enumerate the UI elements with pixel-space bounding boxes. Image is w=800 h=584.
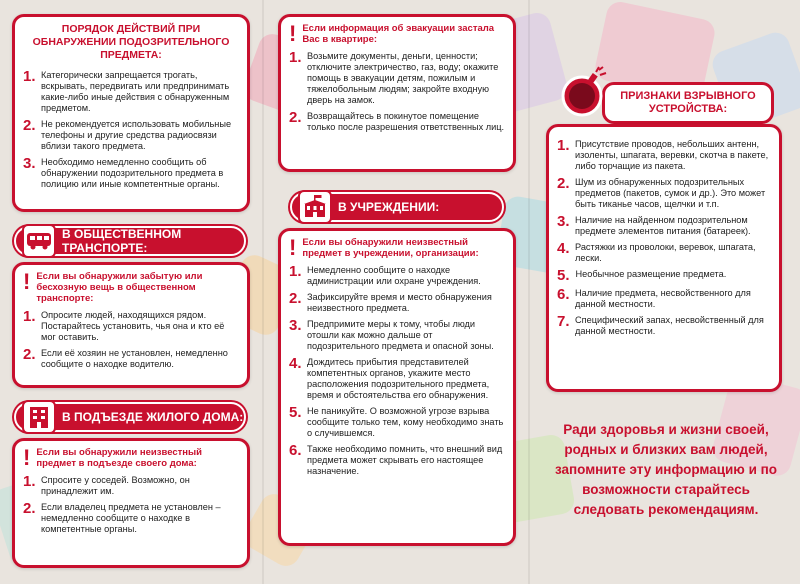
transport-warning: ! Если вы обнаружили забытую или бесхозную вещь в общественном транспорте: [23, 269, 203, 304]
list-item: 1. Опросите людей, находящихся рядом. Постарайтесь установить, чья она и кто её мог оставить. [23, 308, 225, 342]
list-item: 5. Необычное размещение предмета. [557, 267, 727, 284]
bus-icon [22, 224, 56, 258]
list-item: 4. Дождитесь прибытия представителей компетентных органов, укажите место расположения подозрительного предмета, время и обстоятельства его обнаружения. [289, 355, 490, 400]
procedure-list [23, 70, 239, 190]
closing-slogan: Ради здоровья и жизни своей, родных и близких вам людей, запомните эту информацию и по возможности старайтесь следовать рекомендациям. [554, 422, 778, 517]
list-item: 2. Если владелец предмета не установлен – немедленно сообщите о находке в компетентные органы. [23, 500, 221, 534]
transport-section [12, 262, 250, 388]
column-middle [266, 0, 528, 584]
institution-list [289, 265, 505, 477]
list-item: 7. Специфический запах, несвойственный для данной местности. [557, 313, 764, 336]
entrance-list [23, 475, 239, 535]
signs-section [546, 124, 782, 392]
column-left [0, 0, 262, 584]
signs-header [602, 82, 774, 124]
list-item: 1. Немедленно сообщите о находке администрации или охране учреждения. [289, 263, 481, 286]
evacuation-warning: ! Если информация об эвакуации застала Вас в квартире: [289, 21, 495, 46]
exclamation-icon: ! [289, 235, 297, 260]
entrance-title: В ПОДЪЕЗДЕ ЖИЛОГО ДОМА: [62, 410, 244, 424]
signs-title: ПРИЗНАКИ ВЗРЫВНОГО УСТРОЙСТВА: [620, 90, 756, 115]
exclamation-icon: ! [23, 269, 31, 294]
list-item: 2. Не рекомендуется использовать мобильные телефоны и другие средства радиосвязи вблизи такого предмета. [23, 117, 232, 151]
list-item: 2. Зафиксируйте время и место обнаружения неизвестного предмета. [289, 290, 492, 313]
procedure-section [12, 14, 250, 212]
list-item: 4. Растяжки из проволоки, веревок, шпагата, лески. [557, 240, 756, 263]
list-item: 6. Также необходимо помнить, что внешний вид предмета может скрывать его настоящее назначение. [289, 442, 503, 476]
institution-title: В УЧРЕЖДЕНИИ: [338, 200, 440, 214]
institution-banner [290, 192, 504, 222]
exclamation-icon: ! [23, 445, 31, 470]
apartment-building-icon [22, 400, 56, 434]
institution-warning: ! Если вы обнаружили неизвестный предмет в учреждении, организации: [289, 235, 479, 260]
entrance-banner [14, 402, 246, 432]
list-item: 2. Если её хозяин не установлен, немедленно сообщите о находке водителю. [23, 346, 228, 369]
list-item: 2. Возвращайтесь в покинутое помещение только после разрешения ответственных лиц. [289, 109, 505, 132]
entrance-warning: ! Если вы обнаружили неизвестный предмет в подъезде своего дома: [23, 445, 202, 470]
list-item: 6. Наличие предмета, несвойственного для данной местности. [557, 286, 751, 309]
list-item: 1. Спросите у соседей. Возможно, он принадлежит им. [23, 473, 190, 496]
list-item: 1. Категорически запрещается трогать, вскрывать, передвигать или предпринимать какие-либо иные действия с обнаруженным предметом. [23, 68, 230, 113]
list-item: 1. Присутствие проводов, небольших антенн, изоленты, шпагата, веревки, скотча в пакете, либо торчащие из пакета. [557, 137, 769, 171]
column-right [532, 0, 800, 584]
signs-list [557, 139, 771, 337]
list-item: 3. Предпримите меры к тому, чтобы люди отошли как можно дальше от подозрительного предмета и опасной зоны. [289, 317, 494, 351]
list-item: 2. Шум из обнаруженных подозрительных предметов (пакетов, сумок и др.). Это может быть тиканье часов, щелчки и т.п. [557, 175, 766, 209]
procedure-title: ПОРЯДОК ДЕЙСТВИЙ ПРИ ОБНАРУЖЕНИИ ПОДОЗРИТЕЛЬНОГО ПРЕДМЕТА: [32, 23, 230, 61]
institution-section [278, 228, 516, 546]
evacuation-section [278, 14, 516, 172]
exclamation-icon: ! [289, 21, 297, 46]
transport-list [23, 310, 239, 370]
transport-banner [14, 226, 246, 256]
institution-building-icon [298, 190, 332, 224]
list-item: 5. Не паникуйте. О возможной угрозе взрыва сообщите только тем, кому необходимо знать о случившемся. [289, 404, 504, 438]
transport-title: В ОБЩЕСТВЕННОМ ТРАНСПОРТЕ: [62, 227, 182, 255]
bomb-icon [556, 66, 610, 120]
list-item: 1. Возьмите документы, деньги, ценности; отключите электричество, газ, воду; окажите помощь в эвакуации детям, пожилым и тяжелобольным людям; закройте входную дверь на замок. [289, 49, 499, 105]
evacuation-list [289, 51, 505, 133]
entrance-section [12, 438, 250, 568]
list-item: 3. Необходимо немедленно сообщить об обнаружении подозрительного предмета в полицию или иные компетентные органы. [23, 155, 224, 189]
list-item: 3. Наличие на найденном подозрительном предмете элементов питания (батареек). [557, 213, 751, 236]
